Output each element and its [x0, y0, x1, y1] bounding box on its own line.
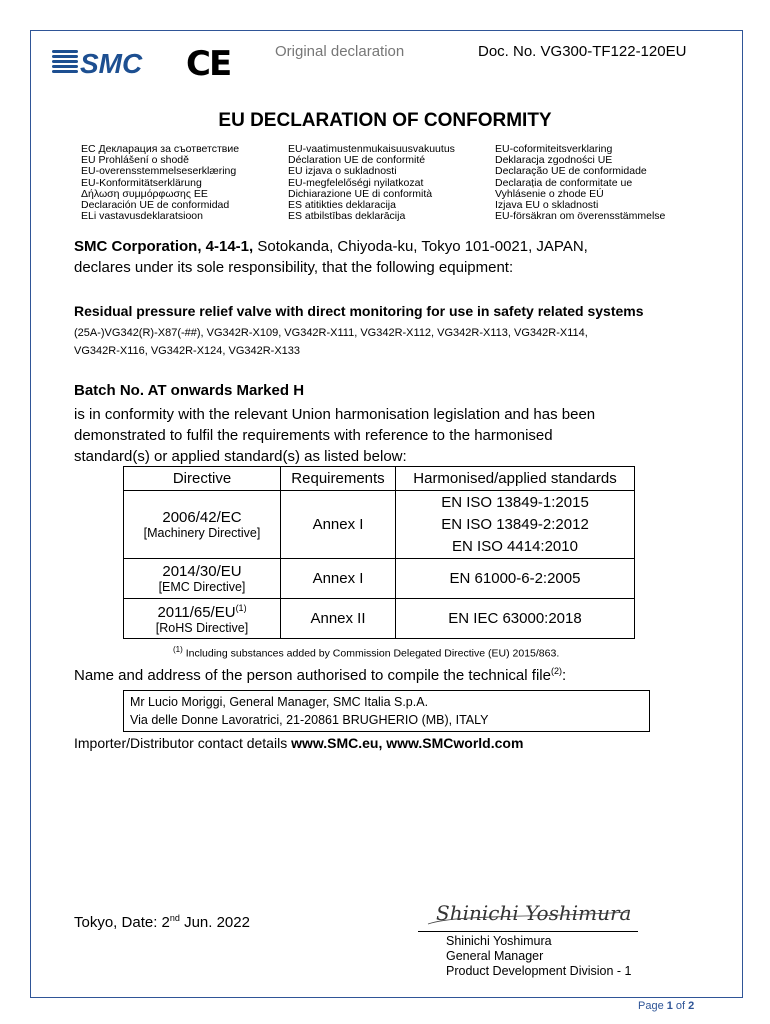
language-title: Δήλωση συμμόρφωσης ΕΕ	[81, 187, 208, 200]
product-title: Residual pressure relief valve with direct monitoring for use in safety related systems	[74, 303, 644, 319]
language-title: ES atitikties deklaracija	[288, 199, 396, 212]
language-title: EU-coformiteitsverklaring	[495, 143, 613, 155]
language-title: Deklaracja zgodności UE	[495, 154, 613, 167]
language-title: Declaración UE de conformidad	[81, 199, 230, 212]
language-title: Izjava EU o skladnosti	[495, 199, 599, 212]
conformity-line: standard(s) or applied standard(s) as listed below:	[74, 448, 407, 465]
language-title: EU-försäkran om överensstämmelse	[495, 210, 666, 223]
signer-role: General Manager	[446, 949, 544, 963]
conformity-line: demonstrated to fulfil the requirements with reference to the harmonised	[74, 427, 553, 444]
authorised-title-text: Name and address of the person authorised to compile the technical file	[74, 667, 551, 684]
directive-note: [RoHS Directive]	[155, 620, 249, 635]
footnote-marker: (2)	[550, 666, 562, 676]
language-title: Declaração UE de conformidade	[495, 165, 647, 178]
languages-column-2	[288, 144, 455, 222]
standards-cell: EN IEC 63000:2018	[396, 599, 635, 639]
directive-code: 2006/42/EC	[162, 509, 242, 526]
batch-number: Batch No. AT onwards Marked H	[74, 382, 305, 399]
language-title: EU-Konformitätserklärung	[81, 176, 202, 189]
language-title: ELi vastavusdeklaratsioon	[81, 210, 203, 223]
languages-column-3	[495, 144, 665, 222]
footnote-text: Including substances added by Commission Delegated Directive (EU) 2015/863.	[182, 647, 560, 660]
language-title: EU izjava o sukladnosti	[288, 165, 397, 178]
declaration-statement: declares under its sole responsibility, that the following equipment:	[74, 259, 514, 276]
importer-label: Importer/Distributor contact details	[74, 735, 292, 751]
smc-logo	[52, 44, 160, 78]
directive-cell	[124, 491, 281, 559]
svg-text:SMC: SMC	[80, 48, 143, 78]
requirements-cell: Annex I	[281, 559, 396, 599]
model-line: (25A-)VG342(R)-X87(-##), VG342R-X109, VG342R-X111, VG342R-X112, VG342R-X113, VG342R-X114,	[74, 327, 588, 339]
footnote-marker: (1)	[173, 645, 183, 654]
language-title: Declarația de conformitate ue	[495, 176, 633, 189]
header-directive: Directive	[124, 467, 281, 491]
conformity-line: is in conformity with the relevant Union harmonisation legislation and has been	[74, 406, 596, 423]
ce-mark: CE	[186, 44, 231, 84]
header-requirements: Requirements	[281, 467, 396, 491]
authorised-name: Mr Lucio Moriggi, General Manager, SMC Italia S.p.A.	[130, 695, 429, 709]
directive-note: [EMC Directive]	[158, 580, 246, 594]
table-row	[124, 491, 635, 559]
directive-note: [Machinery Directive]	[143, 526, 261, 540]
language-title: EU-vaatimustenmukaisuusvakuutus	[288, 143, 455, 155]
language-title: ЕС Декларация за съответствие	[81, 143, 240, 155]
directive-cell	[124, 559, 281, 599]
standard-item: EN ISO 13849-2:2012	[441, 515, 589, 533]
authorised-person-box	[123, 690, 650, 732]
conformity-statement	[74, 404, 694, 467]
signature-line	[418, 931, 638, 932]
footnote-marker: (1)	[235, 602, 247, 613]
language-title: Dichiarazione UE di conformità	[288, 187, 433, 200]
date-prefix: Tokyo, Date: 2	[74, 914, 170, 931]
language-title: Déclaration UE de conformité	[288, 154, 426, 167]
company-name: SMC Corporation, 4-14-1,	[74, 238, 254, 255]
language-title: EU-megfelelőségi nyilatkozat	[288, 176, 424, 189]
standard-item: EN ISO 13849-1:2015	[441, 493, 589, 511]
model-list	[74, 324, 714, 360]
page-label: Page	[638, 1000, 667, 1012]
model-line: VG342R-X116, VG342R-X124, VG342R-X133	[74, 345, 301, 357]
language-title: ES atbilstības deklarācija	[288, 210, 406, 223]
date-month-year: Jun. 2022	[179, 914, 250, 931]
signer-name: Shinichi Yoshimura	[446, 934, 552, 948]
requirements-cell: Annex II	[281, 599, 396, 639]
page-number	[638, 1000, 694, 1012]
languages-column-1	[81, 144, 239, 222]
footnote	[173, 645, 559, 660]
page-title: EU DECLARATION OF CONFORMITY	[218, 110, 552, 131]
company-declaration	[74, 236, 588, 278]
company-address: Sotokanda, Chiyoda-ku, Tokyo 101-0021, JAPAN,	[253, 238, 588, 255]
standard-item: EN ISO 4414:2010	[452, 537, 578, 555]
signer-block	[446, 934, 632, 979]
authorised-address: Via delle Donne Lavoratrici, 21-20861 BRUGHERIO (MB), ITALY	[130, 713, 489, 727]
page-of: of	[672, 1000, 689, 1012]
standards-cell	[396, 491, 635, 559]
date-suffix-sup: nd	[169, 913, 180, 923]
table-row	[124, 559, 635, 599]
svg-text:Shinichi Yoshimura: Shinichi Yoshimura	[436, 901, 632, 925]
directive-code: 2011/65/EU	[157, 603, 236, 621]
signature-date	[74, 913, 250, 931]
document-number: Doc. No. VG300-TF122-120EU	[478, 43, 687, 60]
standards-table	[123, 466, 635, 639]
table-header-row	[124, 467, 635, 491]
table-row	[124, 599, 635, 639]
standards-cell: EN 61000-6-2:2005	[396, 559, 635, 599]
language-title: EU Prohlášení o shodě	[81, 154, 189, 167]
importer-urls[interactable]: www.SMC.eu, www.SMCworld.com	[291, 735, 524, 751]
page-total: 2	[688, 1000, 695, 1012]
page-current: 1	[666, 1000, 673, 1012]
importer-contact	[74, 735, 523, 751]
language-title: Vyhlásenie o zhode EÚ	[495, 187, 604, 200]
requirements-cell: Annex I	[281, 491, 396, 559]
signer-division: Product Development Division - 1	[446, 964, 632, 978]
authorised-person-heading	[74, 666, 566, 684]
original-declaration-label: Original declaration	[275, 43, 405, 60]
authorised-title-suffix: :	[561, 667, 567, 684]
handwritten-signature	[418, 892, 638, 932]
directive-code: 2014/30/EU	[162, 563, 242, 580]
directive-cell	[124, 599, 281, 639]
header-standards: Harmonised/applied standards	[396, 467, 635, 491]
language-title: EU-overensstemmelseserklæring	[81, 165, 237, 178]
